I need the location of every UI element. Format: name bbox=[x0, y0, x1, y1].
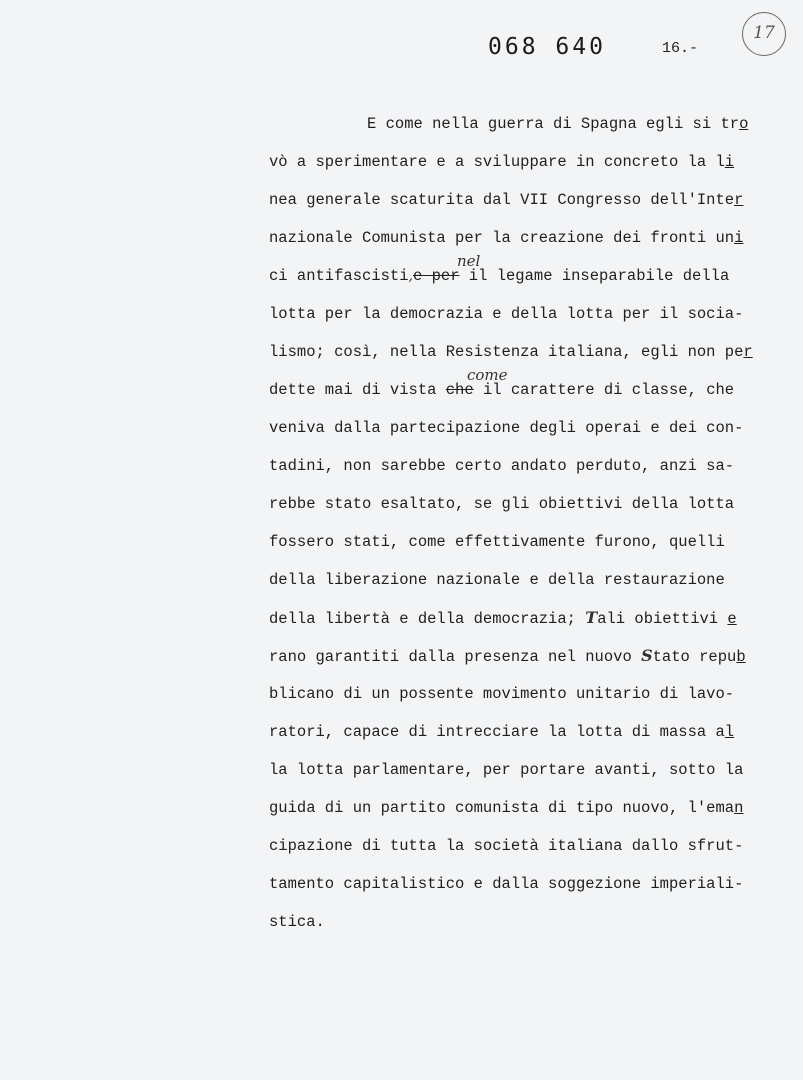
text-line-8: dette mai di vista che il carattere di classe, che come bbox=[269, 378, 789, 416]
text-line-21: tamento capitalistico e dalla soggezione imperiali- bbox=[269, 875, 744, 893]
text-line-12: fossero stati, come effettivamente furono, quelli bbox=[269, 533, 725, 551]
typed-text-body bbox=[269, 112, 789, 948]
handwritten-correction-S: S bbox=[641, 646, 653, 665]
text-line-13: della liberazione nazionale e della restaurazione bbox=[269, 571, 725, 589]
text-line-7: lismo; così, nella Resistenza italiana, egli non per bbox=[269, 343, 753, 361]
text-line-3: nea generale scaturita dal VII Congresso dell'Inter bbox=[269, 191, 744, 209]
handwritten-comma: , bbox=[408, 268, 413, 284]
text-line-16: blicano di un possente movimento unitario di lavo- bbox=[269, 685, 735, 703]
text-line-17: ratori, capace di intrecciare la lotta di massa al bbox=[269, 723, 735, 741]
text-line-19: guida di un partito comunista di tipo nuovo, l'eman bbox=[269, 799, 744, 817]
stamp-number: 17 bbox=[753, 23, 775, 43]
text-line-5: ci antifascisti,e per il legame inseparabile della nel bbox=[269, 264, 789, 302]
text-line-22: stica. bbox=[269, 913, 325, 931]
text-line-6: lotta per la democrazia e della lotta per il socia- bbox=[269, 305, 744, 323]
text-line-2: vò a sperimentare e a sviluppare in concreto la li bbox=[269, 153, 735, 171]
handwritten-insertion-come: come bbox=[467, 366, 508, 384]
text-line-4: nazionale Comunista per la creazione dei fronti uni bbox=[269, 229, 744, 247]
text-line-1: E come nella guerra di Spagna egli si tro bbox=[367, 115, 749, 133]
text-line-11: rebbe stato esaltato, se gli obiettivi della lotta bbox=[269, 495, 735, 513]
struck-text: e per bbox=[412, 267, 460, 285]
struck-text: che bbox=[445, 381, 474, 399]
text-line-14: della libertà e della democrazia; Tali obiettivi e bbox=[269, 608, 737, 628]
text-line-15: rano garantiti dalla presenza nel nuovo Stato repub bbox=[269, 646, 746, 666]
page-number: 16.- bbox=[662, 40, 699, 57]
page-stamp bbox=[742, 12, 786, 56]
text-line-9: veniva dalla partecipazione degli operai e dei con- bbox=[269, 419, 744, 437]
handwritten-insertion-nel: nel bbox=[457, 252, 481, 270]
handwritten-correction-T: T bbox=[585, 608, 598, 627]
text-line-18: la lotta parlamentare, per portare avanti, sotto la bbox=[269, 761, 744, 779]
archive-serial-number: 068 640 bbox=[488, 34, 606, 60]
text-line-20: cipazione di tutta la società italiana dallo sfrut- bbox=[269, 837, 744, 855]
text-line-10: tadini, non sarebbe certo andato perduto, anzi sa- bbox=[269, 457, 735, 475]
